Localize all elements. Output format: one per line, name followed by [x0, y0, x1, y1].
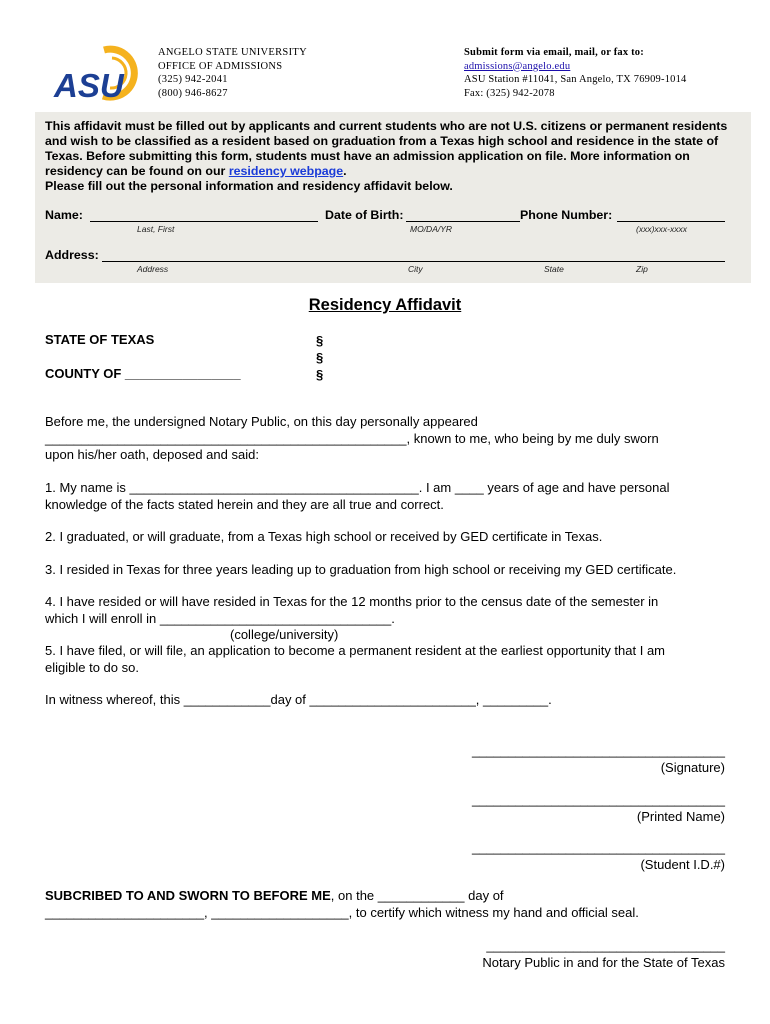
student-id-line[interactable]: ___________________________________	[471, 840, 725, 855]
city-caption: City	[408, 264, 423, 274]
statement-4[interactable]	[45, 594, 658, 627]
signature-line[interactable]: ___________________________________	[471, 743, 725, 758]
section-symbol: §	[316, 350, 324, 365]
statement-1[interactable]	[45, 480, 670, 513]
affidavit-title: Residency Affidavit	[308, 296, 462, 314]
state-of-texas: STATE OF TEXAS	[45, 332, 155, 347]
notary-signature-line[interactable]: _________________________________	[486, 938, 725, 953]
dob-caption: MO/DA/YR	[410, 224, 453, 234]
section-symbols	[316, 332, 323, 383]
name-label: Name:	[45, 208, 83, 222]
signature-label: (Signature)	[660, 759, 725, 775]
college-caption: (college/university)	[230, 627, 339, 642]
witness-line[interactable]: In witness whereof, this ____________day of _______________________, _________.	[45, 692, 552, 707]
submit-label: Submit form via email, mail, or fax to:	[464, 47, 644, 58]
address-field[interactable]	[102, 261, 725, 262]
notary-intro-line[interactable]: __________________________________________________, known to me, who being by me duly sworn	[45, 430, 659, 446]
email-link[interactable]: admissions@angelo.edu	[464, 60, 571, 72]
statement-1-line[interactable]: 1. My name is ________________________________________. I am ____ years of age and have personal	[45, 480, 670, 495]
phone-local: (325) 942-2041	[158, 74, 228, 85]
address-caption: Address	[137, 264, 169, 274]
zip-caption: Zip	[636, 264, 648, 274]
statement-2: 2. I graduated, or will graduate, from a Texas high school or received by GED certificate in Texas.	[45, 529, 603, 544]
intro-period: .	[343, 164, 347, 178]
phone-label: Phone Number:	[520, 208, 613, 222]
fax-number: Fax: (325) 942-2078	[464, 87, 555, 99]
name-field[interactable]	[90, 221, 318, 222]
county-of: COUNTY OF ________________	[45, 366, 241, 381]
dob-field[interactable]	[406, 221, 520, 222]
name-caption: Last, First	[137, 224, 175, 234]
printed-name-label: (Printed Name)	[636, 808, 725, 824]
phone-caption: (xxx)xxx-xxxx	[636, 224, 687, 234]
statement-5-line: eligible to do so.	[45, 659, 139, 675]
notary-label: Notary Public in and for the State of Texas	[482, 954, 725, 970]
sworn-statement[interactable]	[45, 888, 639, 921]
statement-5-line: 5. I have filed, or will file, an application to become a permanent resident at the earliest opportunity that I am	[45, 643, 666, 658]
submit-info	[464, 46, 687, 100]
residency-webpage-link[interactable]: residency webpage	[228, 164, 344, 178]
sworn-line[interactable]: ______________________, ___________________, to certify which witness my hand and official seal.	[45, 904, 639, 920]
student-id-label: (Student I.D.#)	[640, 856, 725, 872]
state-caption: State	[544, 264, 564, 274]
address-label: Address:	[45, 248, 99, 262]
dob-label: Date of Birth:	[325, 208, 404, 222]
section-symbol: §	[316, 367, 324, 382]
notary-intro	[45, 414, 659, 464]
notary-block[interactable]	[482, 938, 725, 971]
intro-body: This affidavit must be filled out by applicants and current students who are not U.S. citizens or permanent residents and wish to be classified as a resident based on graduation from a Texas high school and residence in the state of Texas. Before submitting this form, students must have an admission application on file. More information on residency can be found on our	[45, 119, 728, 178]
printed-name-block[interactable]	[472, 792, 725, 825]
student-id-block[interactable]	[472, 840, 725, 873]
phone-tollfree: (800) 946-8627	[158, 87, 228, 99]
asu-logo	[52, 44, 142, 102]
section-symbol: §	[316, 333, 324, 348]
mailing-address: ASU Station #11041, San Angelo, TX 76909-1014	[464, 74, 687, 85]
svg-text:ASU: ASU	[54, 67, 124, 102]
statement-3: 3. I resided in Texas for three years leading up to graduation from high school or receiving my GED certificate.	[45, 562, 677, 577]
statement-4-line[interactable]: which I will enroll in ________________________________.	[45, 610, 395, 626]
printed-name-line[interactable]: ___________________________________	[471, 792, 725, 807]
intro-instruction: Please fill out the personal information and residency affidavit below.	[45, 179, 453, 193]
office-name: OFFICE OF ADMISSIONS	[158, 60, 283, 72]
notary-intro-line: Before me, the undersigned Notary Public, on this day personally appeared	[45, 414, 478, 429]
notary-intro-line: upon his/her oath, deposed and said:	[45, 447, 259, 462]
phone-field[interactable]	[617, 221, 725, 222]
intro-text	[45, 119, 735, 194]
statement-5	[45, 643, 665, 676]
statement-4-line: 4. I have resided or will have resided in Texas for the 12 months prior to the census date of the semester in	[45, 594, 659, 609]
university-info	[158, 46, 307, 100]
signature-block[interactable]	[472, 743, 725, 776]
sworn-date[interactable]: , on the ____________ day of	[330, 888, 504, 903]
university-name: ANGELO STATE UNIVERSITY	[158, 47, 307, 58]
sworn-heading: SUBCRIBED TO AND SWORN TO BEFORE ME	[45, 888, 331, 903]
statement-1-line: knowledge of the facts stated herein and they are all true and correct.	[45, 496, 444, 512]
